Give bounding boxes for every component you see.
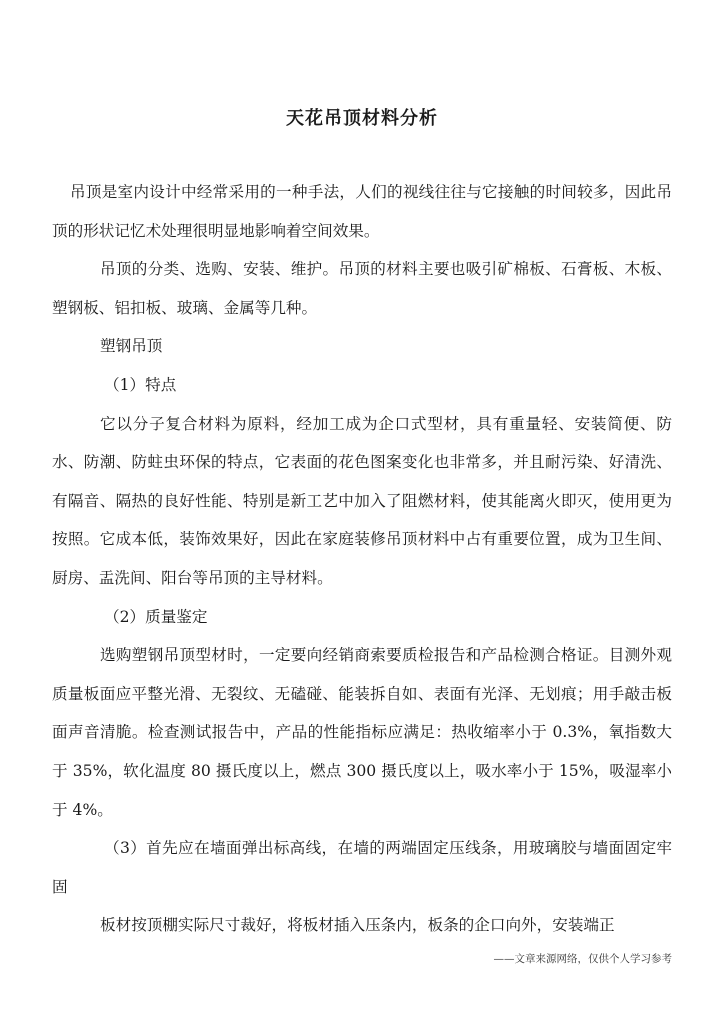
paragraph-quality: 选购塑钢吊顶型材时，一定要向经销商索要质检报告和产品检测合格证。目测外观质量板面应平整光滑、无裂纹、无磕碰、能装拆自如、表面有光泽、无划痕；用手敲击板面声音清脆。检查测试报告中，产品的性能指标应满足：热收缩率小于 0.3%，氧指数大于 35%，软化温度 80 摄氏度以上，燃点 300 摄氏度以上，吸水率小于 15%，吸湿率小于 4%。	[52, 646, 672, 819]
subheading-quality: （2）质量鉴定	[104, 607, 208, 626]
document-title: 天花吊顶材料分析	[286, 108, 438, 129]
paragraph-step-3: （3）首先应在墙面弹出标高线，在墙的两端固定压线条，用玻璃胶与墙面固定牢固	[52, 839, 672, 896]
source-footer: ——文章来源网络，仅供个人学习参考	[493, 953, 672, 965]
paragraph-installation: 板材按顶棚实际尺寸裁好，将板材插入压条内，板条的企口向外，安装端正	[100, 916, 615, 935]
section-heading-plastic-steel: 塑钢吊顶	[100, 337, 163, 356]
document-body	[52, 173, 672, 945]
paragraph-features: 它以分子复合材料为原料，经加工成为企口式型材，具有重量轻、安装简便、防水、防潮、防蛀虫环保的特点，它表面的花色图案变化也非常多，并且耐污染、好清洗、有隔音、隔热的良好性能、特别是新工艺中加入了阻燃材料，使其能离火即灭，使用更为按照。它成本低，装饰效果好，因此在家庭装修吊顶材料中占有重要位置，成为卫生间、厨房、盂洗间、阳台等吊顶的主导材料。	[52, 414, 672, 587]
subheading-features: （1）特点	[104, 375, 177, 394]
paragraph-intro: 吊顶是室内设计中经常采用的一种手法，人们的视线往往与它接触的时间较多，因此吊顶的形状记忆术处理很明显地影响着空间效果。	[52, 183, 672, 240]
paragraph-classification: 吊顶的分类、选购、安装、维护。吊顶的材料主要也吸引矿棉板、石膏板、木板、塑钢板、铝扣板、玻璃、金属等几种。	[52, 260, 672, 317]
